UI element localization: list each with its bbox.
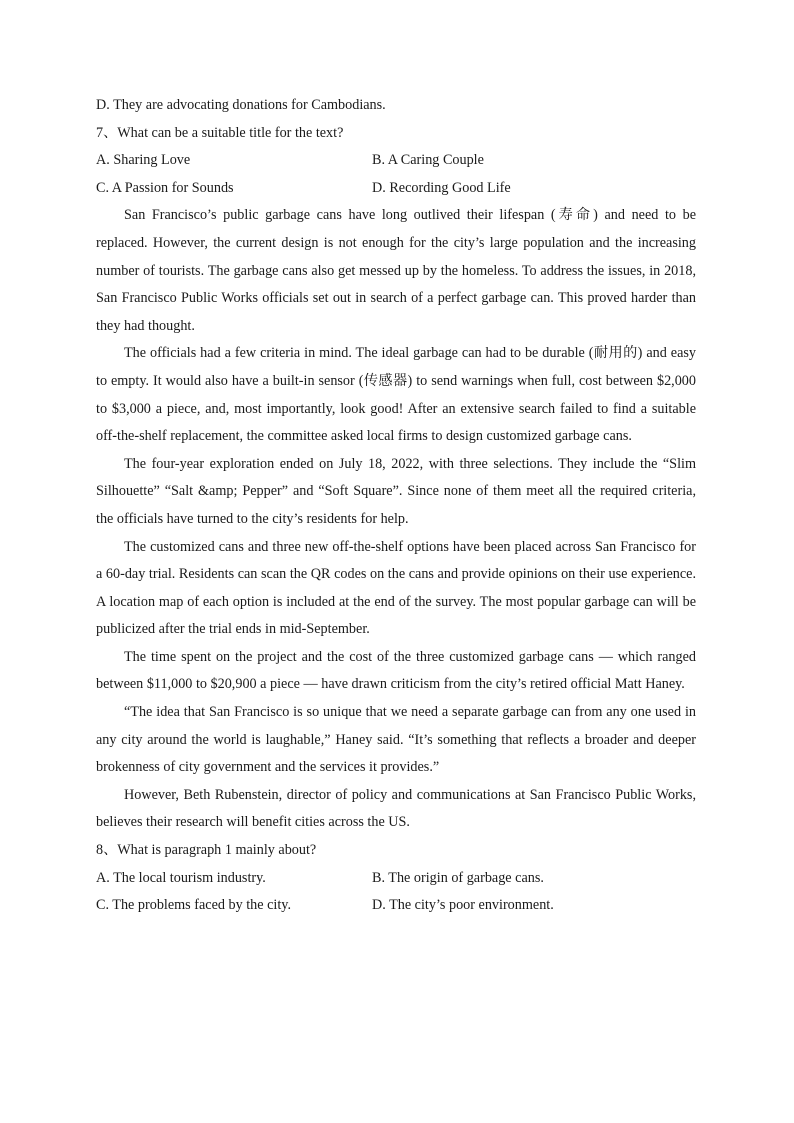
passage-paragraph-4: The customized cans and three new off-the-shelf options have been placed across San Francisco for a 60-day trial. Residents can scan the QR codes on the cans and provide opinions on their use experience. A location map of each option is included at the end of the survey. The most popular garbage can will be publicized after the trial ends in mid-September. [96,538,696,638]
passage-paragraph-3: The four-year exploration ended on July 18, 2022, with three selections. They include the “Slim Silhouette” “Salt &amp; Pepper” and “Soft Square”. Since none of them meet all the required criteria, the officials have turned to the city’s residents for help. [96,455,696,527]
q8-options-row-2 [96,892,696,920]
q8-option-d: D. The city’s poor environment. [372,897,554,914]
q7-option-a: A. Sharing Love [96,152,191,169]
q8-option-a: A. The local tourism industry. [96,869,266,886]
q8-stem: 8、What is paragraph 1 mainly about? [96,842,317,859]
passage-paragraph-6: “The idea that San Francisco is so unique that we need a separate garbage can from any one used in any city around the world is laughable,” Haney said. “It’s something that reflects a broader and deeper brokenness of city government and the services it provides.” [96,704,696,776]
q7-stem: 7、What can be a suitable title for the text? [96,124,344,141]
q8-option-c: C. The problems faced by the city. [96,897,292,914]
q8-option-b: B. The origin of garbage cans. [372,869,544,886]
q8-options-row-1 [96,865,696,893]
document-page [96,92,696,920]
passage-paragraph-2: The officials had a few criteria in mind. The ideal garbage can had to be durable (耐用的) and easy to empty. It would also have a built-in sensor (传感器) to send warnings when full, cost between $2,000 to $3,000 a piece, and, most importantly, look good! After an extensive search failed to find a suitable off-the-shelf replacement, the committee asked local firms to design customized garbage cans. [96,345,696,445]
q7-option-b: B. A Caring Couple [372,152,484,169]
q7-option-d: D. Recording Good Life [372,179,511,196]
passage-paragraph-5: The time spent on the project and the cost of the three customized garbage cans — which ranged between $11,000 to $20,900 a piece — have drawn criticism from the city’s retired official Matt Haney. [96,648,696,693]
q7-option-c: C. A Passion for Sounds [96,179,234,196]
q7-options-row-2 [96,175,696,203]
passage-paragraph-7: However, Beth Rubenstein, director of policy and communications at San Francisco Public Works, believes their research will benefit cities across the US. [96,786,696,831]
q6-option-d: D. They are advocating donations for Cambodians. [96,97,386,113]
passage-paragraph-1: San Francisco’s public garbage cans have long outlived their lifespan (寿命) and need to be replaced. However, the current design is not enough for the city’s large population and the increasing number of tourists. The garbage cans also get messed up by the homeless. To address the issues, in 2018, San Francisco Public Works officials set out in search of a perfect garbage can. This proved harder than they had thought. [96,207,696,334]
passage [96,202,696,837]
q7-options-row-1 [96,147,696,175]
